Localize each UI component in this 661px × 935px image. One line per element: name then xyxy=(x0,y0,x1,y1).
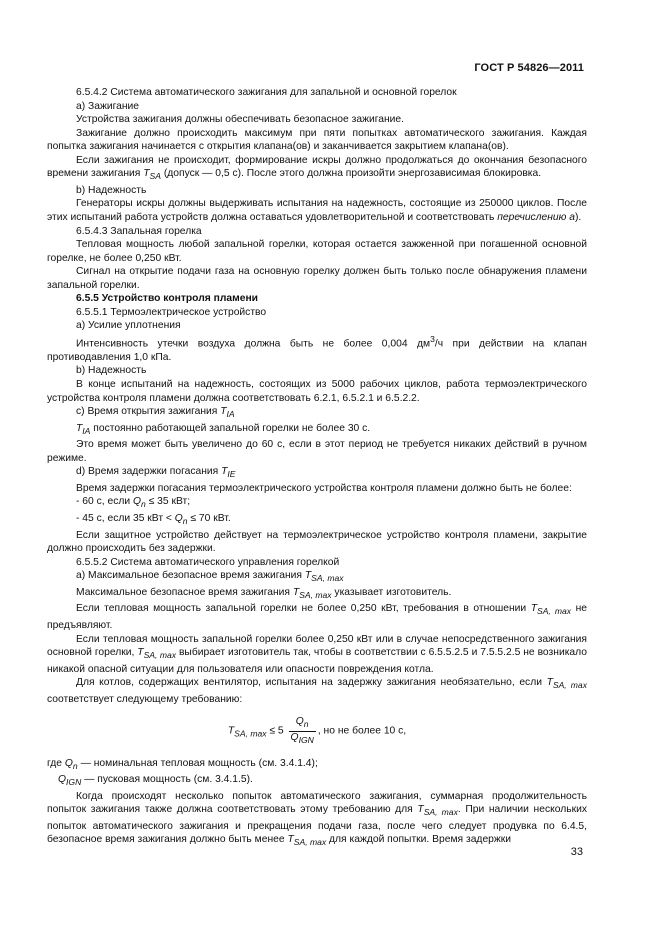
para: Сигнал на открытие подачи газа на основную горелку должен быть только после обнаружения пламени запальной горелки. xyxy=(47,266,587,291)
page-number: 33 xyxy=(570,846,583,858)
para: a) Усилие уплотнения xyxy=(76,320,181,332)
para-6-5-4-2: 6.5.4.2 Система автоматического зажигания для запальной и основной горелок xyxy=(76,87,457,98)
para-6-5-5-1: 6.5.5.1 Термоэлектрическое устройство xyxy=(76,306,267,318)
formula-ignition-time: $T_{SA, max} \le 5$ $\frac{Q_n}{Q_{IGN}}$ , но не более 10 с, xyxy=(227,716,407,745)
para: Максимальное безопасное время зажигания $T_{SA, max}$ указывает изготовитель. xyxy=(76,586,452,600)
para: b) Надежность xyxy=(76,365,147,377)
para: В конце испытаний на надежность, состоящих из 5000 рабочих циклов, работа термоэлектрического устройства контроля пламени должна соответствовать 6.2.1, 6.5.2.1 и 6.5.2.2. xyxy=(47,378,587,404)
definition-qn: где $Q_n$ — номинальная тепловая мощность (см. 3.4.1.4); xyxy=(47,757,318,771)
para: Если тепловая мощность запальной горелки более 0,250 кВт или в случае непосредственного зажигания основной горелки, $T_{SA, max}$ выбирает изготовитель так, чтобы в соответствии с 6.5.5.2.5 и 7.5.5.2.5 не возникало никакой опасной ситуации для пользователя или опасности повреждения котла. xyxy=(47,633,587,675)
para: Если защитное устройство действует на термоэлектрическое устройство контроля пламени, закрытие должно происходить без задержки. xyxy=(47,529,587,555)
list-item: - 45 с, если 35 кВт < $Q_n \le 70$ кВт. xyxy=(76,513,231,527)
para: Если тепловая мощность запальной горелки не более 0,250 кВт, требования в отношении $T_{SA, max}$ не предъявляют. xyxy=(47,603,587,632)
para-ignition: a) Зажигание xyxy=(76,100,140,112)
para: $T_{IA}$ постоянно работающей запальной горелки не более 30 с. xyxy=(76,422,371,436)
standard-header: ГОСТ Р 54826—2011 xyxy=(474,62,584,74)
para: Если зажигания не происходит, формирование искры должно продолжаться до окончания безопасного времени зажигания $T_{SA}$ (допуск — 0,5 с). После этого должна произойти энергозависимая блокировка. xyxy=(47,154,587,182)
list-item: - 60 с, если $Q_n \le 35$ кВт; xyxy=(76,496,191,510)
para: c) Время открытия зажигания $T_{IA}$ xyxy=(76,406,235,420)
para: Для котлов, содержащих вентилятор, испытания на задержку зажигания необязательно, если $T_{SA, max}$ соответствует следующему требованию: xyxy=(47,677,587,705)
para: d) Время задержки погасания $T_{IE}$ xyxy=(76,466,236,480)
para: Время задержки погасания термоэлектрического устройства контроля пламени должно быть не более: xyxy=(76,482,572,494)
formula-fraction: $\frac{Q_n}{Q_{IGN}}$ xyxy=(290,716,314,745)
section-heading-6-5-5: 6.5.5 Устройство контроля пламени xyxy=(76,293,258,305)
para: Генераторы искры должны выдерживать испытания на надежность, состоящие из 250000 циклов. После этих испытаний работа устройств должна оставаться удовлетворительной и соответствовать перечислению а). xyxy=(47,198,587,223)
para-reliability: b) Надежность xyxy=(76,184,147,196)
symbol-definitions xyxy=(47,757,587,790)
document-body xyxy=(47,86,587,850)
definition-qign: $Q_{IGN}$ — пусковая мощность (см. 3.4.1.5). xyxy=(58,774,253,788)
para-6-5-5-2: 6.5.5.2 Система автоматического управления горелкой xyxy=(76,556,340,568)
para: Зажигание должно происходить максимум при пяти попытках автоматического зажигания. Каждая попытка зажигания начинается с открытия клапана(ов) и заканчивается закрытием клапана(ов). xyxy=(47,127,587,153)
para: a) Максимальное безопасное время зажигания $T_{SA, max}$ xyxy=(76,570,344,584)
para: Тепловая мощность любой запальной горелки, которая остается зажженной при погашенной основной горелке, не более 0,250 кВт. xyxy=(47,239,587,264)
para: Когда происходят несколько попыток автоматического зажигания, суммарная продолжительность попыток зажигания также должна соответствовать этому требованию для $T_{SA, max}$. При наличии нескольких попыток автоматического зажигания и прекращения подачи газа, после чего следует продувка по 6.4.5, безопасное время зажигания должно быть менее $T_{SA, max}$ для каждой попытки. Время задержки xyxy=(47,790,587,848)
para: Устройства зажигания должны обеспечивать безопасное зажигание. xyxy=(76,114,404,126)
para: Это время может быть увеличено до 60 с, если в этот период не требуется никаких действий в ручном режиме. xyxy=(47,439,587,464)
para: Интенсивность утечки воздуха должна быть не более 0,004 $дм^3/ч$ при действии на клапан противодавления 1,0 кПа. xyxy=(47,333,587,363)
para-6-5-4-3: 6.5.4.3 Запальная горелка xyxy=(76,225,202,237)
